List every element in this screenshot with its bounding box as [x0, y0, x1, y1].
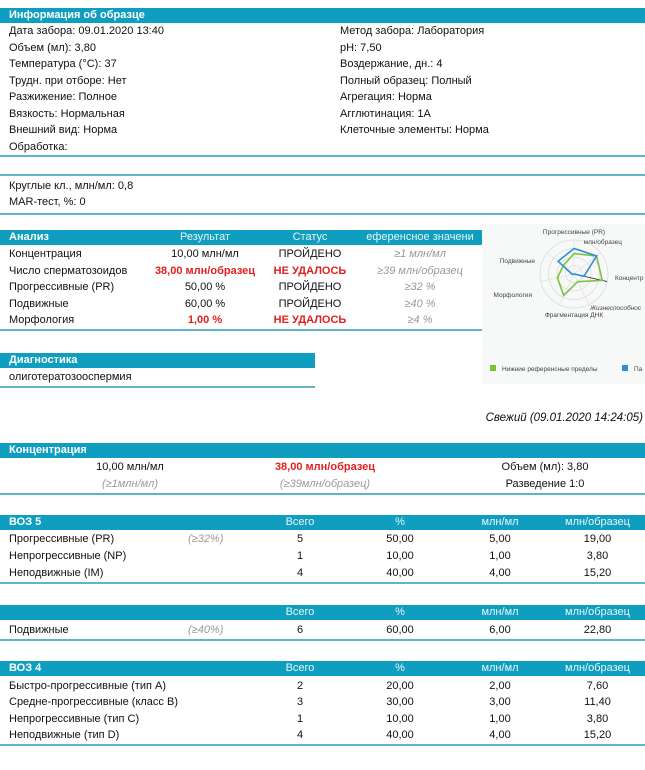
analysis-col-name: Анализ [9, 231, 49, 243]
divider [0, 582, 645, 584]
analysis-status: НЕ УДАЛОСЬ [273, 265, 347, 277]
who5-name: Непрогрессивные (NP) [9, 550, 127, 562]
analysis-result: 1,00 % [187, 314, 223, 326]
who4-percent: 10,00 [386, 713, 414, 725]
table-row [0, 622, 645, 638]
radar-axis-label: Морфология [493, 292, 532, 299]
who4-col-per-sample: млн/образец [565, 662, 630, 674]
analysis-reference: ≥40 % [404, 298, 436, 310]
who5-ref: (≥32%) [188, 533, 224, 545]
analysis-reference: ≥1 млн/мл [394, 248, 446, 260]
radar-axis-label: Прогрессивные (PR) [542, 229, 606, 236]
motile-total: 6 [296, 624, 304, 636]
analysis-row [0, 312, 488, 328]
who4-per-sample: 7,60 [586, 680, 609, 692]
table-row [0, 678, 645, 694]
who5-per-ml: 1,00 [489, 550, 511, 562]
who4-percent: 30,00 [386, 696, 414, 708]
analysis-row [0, 296, 488, 312]
analysis-status: НЕ УДАЛОСЬ [273, 314, 347, 326]
who4-col-per-ml: млн/мл [481, 662, 519, 674]
who5-percent: 50,00 [386, 533, 414, 545]
concentration-per-ml-ref: (≥1млн/мл) [101, 478, 159, 490]
radar-axis-label: Концентр [615, 275, 644, 282]
who5-col-per-sample: млн/образец [565, 516, 630, 528]
round-cells: Круглые кл., млн/мл: 0,8 [9, 180, 134, 192]
info-abstinence: Воздержание, дн.: 4 [340, 58, 443, 70]
legend-label: Нижние референсные пределы [502, 366, 598, 373]
who4-per-ml: 1,00 [489, 713, 511, 725]
who5-col-per-ml: млн/мл [481, 516, 519, 528]
who4-per-sample: 3,80 [586, 713, 609, 725]
divider [0, 213, 645, 215]
analysis-result: 38,00 млн/образец [154, 265, 256, 277]
analysis-name: Концентрация [9, 248, 82, 260]
who5-total: 1 [296, 550, 304, 562]
who5-total: 5 [296, 533, 304, 545]
info-ph: pH: 7,50 [340, 42, 382, 54]
divider [0, 639, 645, 641]
who5-title: ВОЗ 5 [9, 516, 42, 528]
concentration-per-ml: 10,00 млн/мл [96, 461, 164, 473]
motile-header [0, 605, 645, 620]
who4-per-sample: 11,40 [584, 696, 611, 708]
who4-per-sample: 15,20 [583, 729, 612, 741]
analysis-result: 50,00 % [184, 281, 226, 293]
table-row [0, 694, 645, 710]
analysis-name: Подвижные [9, 298, 69, 310]
concentration-dilution: Разведение 1:0 [505, 478, 585, 490]
info-collection-date: Дата забора: 09.01.2020 13:40 [9, 25, 164, 37]
concentration-header [0, 443, 645, 458]
analysis-reference: ≥4 % [407, 314, 433, 326]
motile-per-ml: 6,00 [489, 624, 511, 636]
analysis-result: 60,00 % [184, 298, 226, 310]
analysis-header [0, 230, 488, 245]
motile-percent: 60,00 [386, 624, 414, 636]
analysis-name: Морфология [9, 314, 75, 326]
who4-name: Неподвижные (тип D) [9, 729, 120, 741]
legend-label: Па [634, 366, 643, 373]
who5-col-total: Всего [285, 516, 315, 528]
sample-info-title: Информация об образце [9, 9, 145, 21]
info-cellular-elements: Клеточные элементы: Норма [340, 124, 489, 136]
analysis-col-result: Результат [179, 231, 231, 243]
analysis-reference: ≥32 % [404, 281, 436, 293]
who4-total: 2 [296, 680, 304, 692]
who4-name: Быстро-прогрессивные (тип A) [9, 680, 167, 692]
analysis-row [0, 246, 488, 262]
sample-info-header [0, 8, 645, 23]
concentration-volume: Объем (мл): 3,80 [501, 461, 589, 473]
info-collection-method: Метод забора: Лаборатория [340, 25, 485, 37]
info-viscosity: Вязкость: Нормальная [9, 108, 125, 120]
who5-per-sample: 3,80 [586, 550, 609, 562]
who4-name: Непрогрессивные (тип C) [9, 713, 140, 725]
motile-ref: (≥40%) [188, 624, 224, 636]
who5-name: Прогрессивные (PR) [9, 533, 115, 545]
radar-axis-label: Жизнеспособнос [590, 305, 642, 312]
divider [0, 329, 488, 331]
concentration-per-sample: 38,00 млн/образец [274, 461, 376, 473]
analysis-col-status: Статус [292, 231, 328, 243]
divider [0, 174, 645, 176]
analysis-status: ПРОЙДЕНО [278, 281, 342, 293]
info-collection-difficulty: Трудн. при отборе: Нет [9, 75, 127, 87]
table-row [0, 531, 645, 547]
analysis-result: 10,00 млн/мл [171, 248, 239, 260]
analysis-name: Число сперматозоидов [9, 265, 128, 277]
who4-percent: 20,00 [386, 680, 414, 692]
who5-percent: 10,00 [386, 550, 414, 562]
diagnostics-header [0, 353, 315, 368]
divider [0, 155, 645, 157]
divider [0, 386, 315, 388]
who5-total: 4 [296, 567, 304, 579]
who4-col-percent: % [395, 662, 405, 674]
diagnostics-title: Диагностика [9, 354, 78, 366]
info-volume: Объем (мл): 3,80 [9, 42, 96, 54]
info-agglutination: Агглютинация: 1А [340, 108, 431, 120]
who4-per-ml: 4,00 [489, 729, 511, 741]
who5-per-ml: 5,00 [489, 533, 511, 545]
who4-header [0, 661, 645, 676]
who4-name: Средне-прогрессивные (класс B) [9, 696, 178, 708]
table-row [0, 548, 645, 564]
motile-col-per-sample: млн/образец [565, 606, 630, 618]
analysis-row [0, 263, 488, 279]
who5-per-sample: 15,20 [583, 567, 612, 579]
who5-col-percent: % [395, 516, 405, 528]
info-full-sample: Полный образец: Полный [340, 75, 472, 87]
who5-per-ml: 4,00 [489, 567, 511, 579]
divider [0, 493, 645, 495]
who5-header [0, 515, 645, 530]
concentration-title: Концентрация [9, 444, 87, 456]
radar-axis-label: Фрагментация ДНК [544, 312, 604, 319]
who5-name: Неподвижные (IM) [9, 567, 104, 579]
motile-name: Подвижные [9, 624, 69, 636]
who4-percent: 40,00 [386, 729, 414, 741]
who4-per-ml: 2,00 [489, 680, 511, 692]
who4-total: 1 [296, 713, 304, 725]
radar-chart-panel [482, 224, 645, 384]
concentration-per-sample-ref: (≥39млн/образец) [279, 478, 371, 490]
legend-swatch [490, 365, 496, 371]
info-liquefaction: Разжижение: Полное [9, 91, 117, 103]
analysis-col-reference: еференсное значени [366, 231, 474, 243]
motile-col-per-ml: млн/мл [481, 606, 519, 618]
info-aggregation: Агрегация: Норма [340, 91, 432, 103]
radar-chart [482, 224, 645, 384]
analysis-name: Прогрессивные (PR) [9, 281, 115, 293]
motile-per-sample: 22,80 [583, 624, 612, 636]
analysis-reference: ≥39 млн/образец [377, 265, 463, 277]
analysis-row [0, 279, 488, 295]
table-row [0, 565, 645, 581]
info-appearance: Внешний вид: Норма [9, 124, 118, 136]
divider [0, 744, 645, 746]
who4-total: 4 [296, 729, 304, 741]
who4-col-total: Всего [285, 662, 315, 674]
table-row [0, 711, 645, 727]
who4-title: ВОЗ 4 [9, 662, 42, 674]
who4-per-ml: 3,00 [489, 696, 511, 708]
analysis-status: ПРОЙДЕНО [278, 298, 342, 310]
analysis-status: ПРОЙДЕНО [278, 248, 342, 260]
mar-test: MAR-тест, %: 0 [9, 196, 86, 208]
who5-per-sample: 19,00 [583, 533, 612, 545]
who4-total: 3 [296, 696, 304, 708]
radar-axis-label: Подвижные [499, 258, 535, 265]
diagnosis-value: олиготератозооспермия [9, 371, 132, 383]
motile-col-percent: % [395, 606, 405, 618]
table-row [0, 727, 645, 743]
who5-percent: 40,00 [386, 567, 414, 579]
fresh-sample-timestamp: Свежий (09.01.2020 14:24:05) [485, 412, 643, 424]
legend-swatch [622, 365, 628, 371]
info-processing: Обработка: [9, 141, 68, 153]
radar-axis-label: млн/образец [583, 239, 622, 246]
motile-col-total: Всего [285, 606, 315, 618]
info-temperature: Температура (°C): 37 [9, 58, 117, 70]
